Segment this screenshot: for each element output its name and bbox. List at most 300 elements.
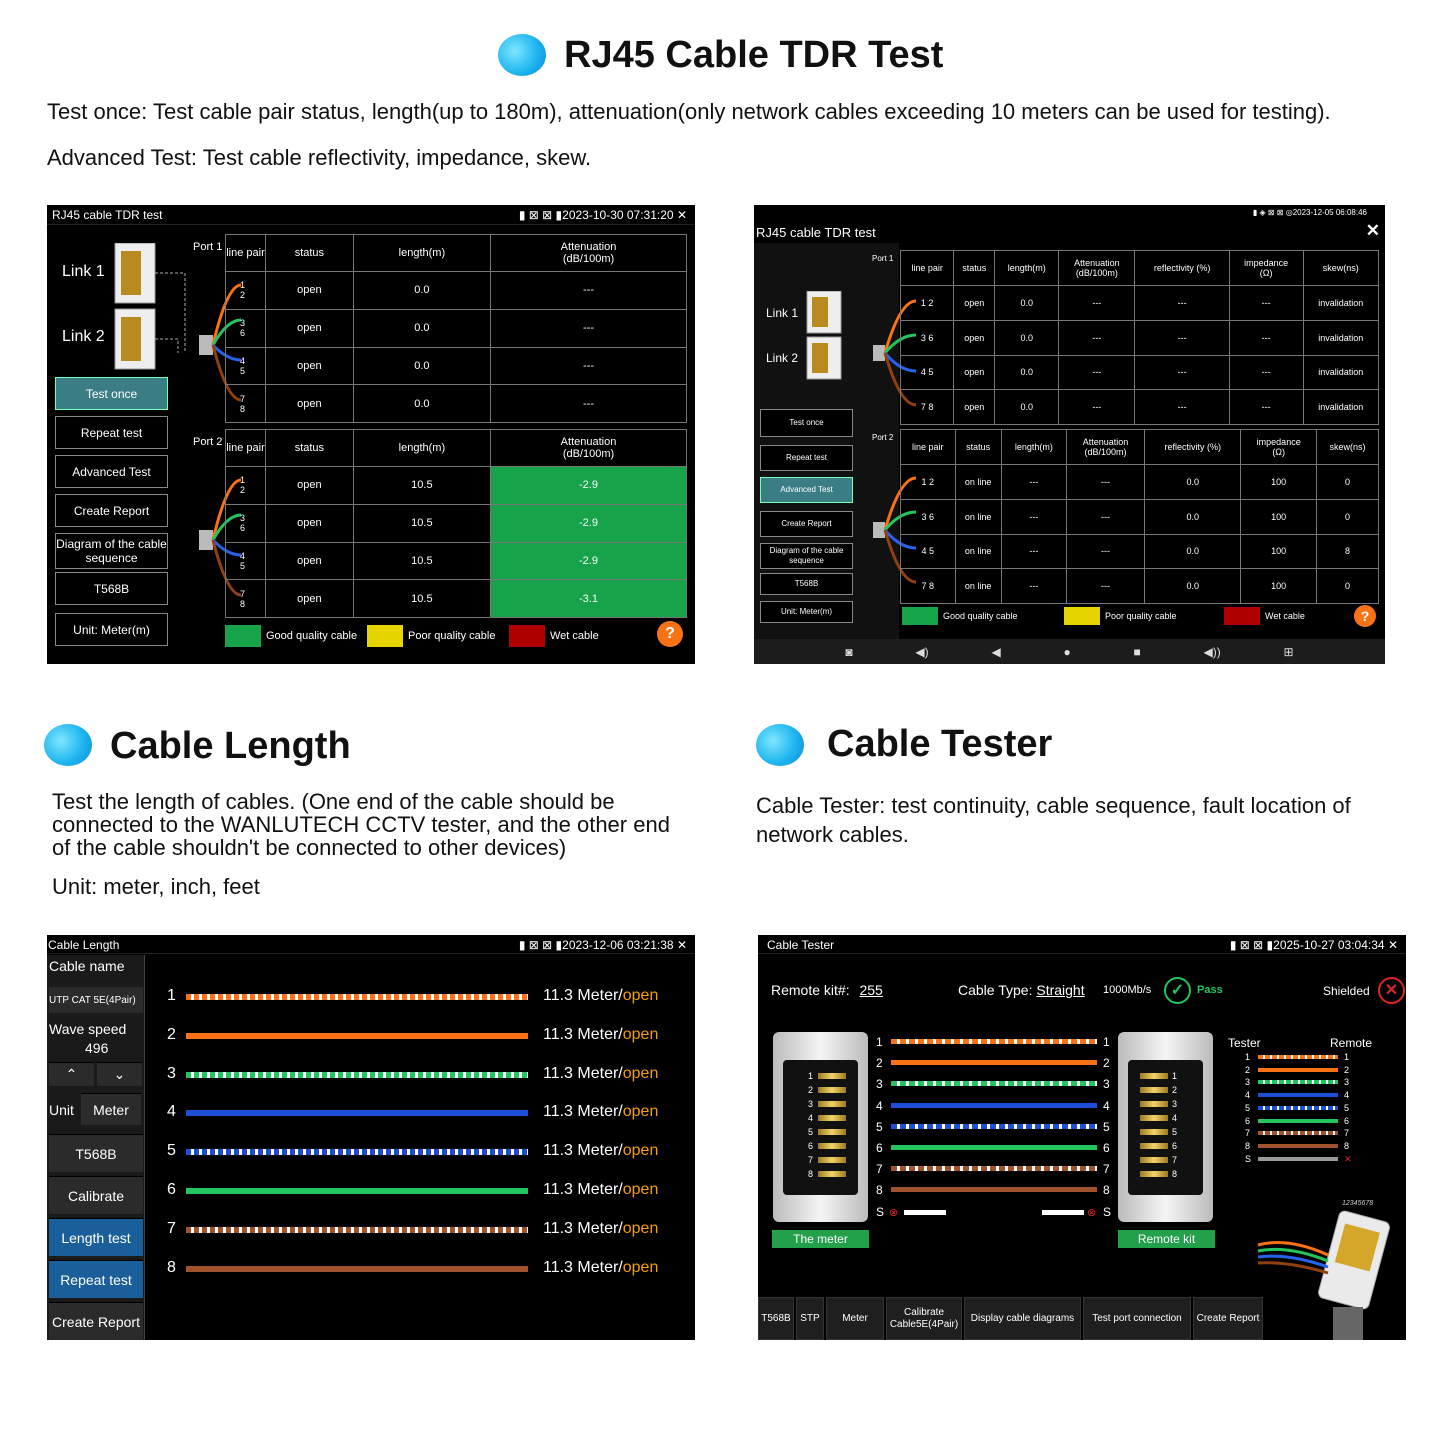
pass-check-icon: ✓ [1164,977,1191,1004]
cable-name-label: Cable name [49,958,125,974]
table-cell: 4 5 [901,534,956,569]
section-bullet-icon [756,724,804,766]
mini-tester-pin: 1 [1245,1052,1251,1062]
t568b-button[interactable]: T568B [49,1134,143,1172]
mini-wire [1258,1055,1338,1059]
left-pin-number: 1 [876,1035,883,1049]
table-cell: on line [955,534,1001,569]
mini-wire [1258,1119,1338,1123]
table-cell: invalidation [1303,390,1379,425]
status-right: ▮ ◈ ⊠ ⊠ ◎2023-12-05 06:08:46 [1252,208,1367,217]
meter-pin-number: 7 [808,1155,814,1165]
s1-button-diagram-of-the-cable-sequence[interactable]: Diagram of the cable sequence [55,533,168,569]
shield-fail-icon: ⊗ [889,1206,899,1219]
meter-pin [818,1143,846,1149]
length-status: open [622,1258,659,1276]
line-pair-cell: 4 5 [226,542,266,580]
wire-length-text [543,1259,658,1277]
status-cell: open [266,272,354,310]
volume-up-icon[interactable]: ◀)) [1203,644,1221,659]
wire-length-text [543,1103,658,1121]
s2-button-advanced-test[interactable]: Advanced Test [760,477,853,503]
s4-button-t568b[interactable]: T568B [758,1297,794,1340]
status-bar [47,935,695,954]
wire-line [186,994,528,1000]
back-icon[interactable]: ◀ [991,644,1001,659]
table-row [226,542,687,580]
tester-wire [891,1187,1097,1192]
status-right: ▮ ⊠ ⊠ ▮2023-10-30 07:31:20 ✕ [518,208,687,222]
rj45-plug-icon [1248,1207,1406,1340]
meter-pin-number: 4 [808,1113,814,1123]
table-cell: 3 6 [901,499,956,534]
meter-pin [818,1087,846,1093]
length-status: open [622,1219,659,1237]
table-cell: 3 6 [901,320,954,355]
rj45-port-icons [806,291,846,383]
table-cell: --- [1059,355,1135,390]
section-bullet-icon [44,724,92,766]
table-cell: 7 8 [901,569,956,604]
table-cell: 0 [1316,499,1378,534]
table-cell: --- [1059,320,1135,355]
right-pin-number: S [1103,1204,1112,1219]
link2-label: Link 2 [766,351,799,365]
wire-number: 1 [167,987,176,1004]
length-status: open [622,1181,659,1198]
remote-kit-button[interactable]: Remote kit [1118,1229,1215,1248]
left-pin-number: 5 [876,1119,883,1134]
table-cell: --- [1229,355,1303,390]
table-cell: 0.0 [1145,569,1241,604]
mini-remote-pin: ✕ [1344,1153,1352,1164]
table-cell: 0 [1316,569,1378,604]
mini-tester-pin: 4 [1245,1090,1251,1101]
right-pin-number: 8 [1103,1183,1110,1198]
wire-line [186,1149,528,1155]
recent-apps-icon[interactable]: ■ [1133,644,1141,659]
length-section-title: Cable Length [110,725,351,767]
table-row [901,569,1379,604]
left-pin-number: 2 [876,1056,883,1071]
wire-line [186,1266,528,1272]
close-icon[interactable]: ✕ [676,938,687,952]
volume-down-icon[interactable]: ◀) [915,644,929,659]
wire-length-text [543,1142,658,1160]
table-cell: 0 [1316,465,1378,500]
remote-pin-number: 2 [1172,1085,1178,1095]
section-bullet-icon [498,34,546,76]
length-value: 11.3 Meter/ [543,1142,623,1160]
remote-pin [1140,1143,1168,1149]
table-cell: 0.0 [995,355,1059,390]
meter-connector [773,1032,868,1222]
length-status: open [622,987,659,1004]
s2-button-create-report[interactable]: Create Report [760,511,853,537]
right-pin-number: 4 [1103,1098,1110,1113]
table-header: line pair [226,430,266,467]
camera-icon[interactable]: ◙ [845,644,853,659]
length-value: 11.3 Meter/ [543,1181,623,1198]
table-cell: invalidation [1303,320,1379,355]
help-icon[interactable]: ? [657,621,683,647]
wave-speed-down-button[interactable]: ⌄ [97,1062,142,1086]
remote-pin-number: 7 [1172,1155,1178,1165]
status-cell: open [266,467,354,505]
s2-button-repeat-test[interactable]: Repeat test [760,445,853,471]
table-header: status [266,430,354,467]
wire-number: 7 [167,1219,176,1237]
remote-pin [1140,1171,1168,1177]
mini-remote-pin: 8 [1344,1140,1350,1151]
status-cell: open [266,347,354,385]
tdr-desc-line1: Test once: Test cable pair status, length(up to 180m), attenuation(only network cables exceeding 10 meters can be used for testing). [47,99,1331,124]
table-cell: --- [1135,286,1229,321]
table-header: line pair [226,235,266,272]
port2-table [225,429,687,618]
s1-button-t568b[interactable]: T568B [55,572,168,605]
table-cell: open [954,286,995,321]
remote-pin [1140,1157,1168,1163]
remote-connector [1118,1032,1213,1222]
table-header: skew(ns) [1303,251,1379,286]
shielded-fail-icon: ✕ [1378,977,1405,1004]
length-value: 11.3 Meter/ [543,987,623,1004]
table-row [226,385,687,423]
table-header: impedance (Ω) [1241,430,1316,465]
meter-pin-number: 6 [808,1141,814,1151]
table-cell: --- [1067,499,1145,534]
port2-label: Port 2 [193,436,223,448]
mini-tester-pin: S [1245,1153,1252,1164]
s4-button-stp[interactable]: STP [796,1297,824,1340]
wire-number: 6 [167,1181,176,1198]
table-cell: 0.0 [1145,499,1241,534]
length-status: open [622,1025,659,1043]
tester-section-title: Cable Tester [827,723,1053,765]
table-cell: --- [1059,390,1135,425]
table-header: reflectivity (%) [1135,251,1229,286]
meter-pin [818,1171,846,1177]
table-cell: --- [1229,286,1303,321]
repeat-test-button[interactable]: Repeat test [49,1260,143,1298]
table-header: skew(ns) [1316,430,1378,465]
table-cell: --- [1229,320,1303,355]
wire-length-text [543,1220,658,1238]
line-pair-cell: 1 2 [226,467,266,505]
table-cell: on line [955,465,1001,500]
the-meter-button[interactable]: The meter [772,1229,869,1248]
remote-col-label: Remote [1330,1036,1373,1050]
table-cell: 100 [1241,534,1316,569]
pass-label: Pass [1197,984,1223,996]
length-cell: 0.0 [353,385,490,423]
help-icon[interactable]: ? [1354,605,1376,627]
status-cell: open [266,309,354,347]
unit-select[interactable]: Meter [81,1093,141,1125]
wire-length-text [543,987,658,1005]
s4-button-calibrate-cable5e-4pair-[interactable]: Calibrate Cable5E(4Pair) [886,1297,962,1340]
table-cell: 0.0 [995,320,1059,355]
remote-pin-number: 8 [1172,1169,1178,1179]
wire-length-text [543,1181,658,1199]
table-cell: on line [955,569,1001,604]
table-header: status [266,235,354,272]
s1-button-create-report[interactable]: Create Report [55,494,168,527]
meter-pin [818,1129,846,1135]
table-row [901,534,1379,569]
table-header: length(m) [353,430,490,467]
legend-poor: Poor quality cable [367,625,495,647]
link1-label: Link 1 [766,306,799,320]
table-header: impedance (Ω) [1229,251,1303,286]
length-cell: 10.5 [353,504,490,542]
left-pin-number: 7 [876,1162,883,1177]
meter-pin [818,1073,846,1079]
wave-speed-up-button[interactable]: ⌃ [49,1062,94,1086]
attenuation-cell: --- [491,385,687,423]
length-cell: 0.0 [353,272,490,310]
line-pair-cell: 7 8 [226,580,266,618]
table-cell: open [954,320,995,355]
table-header: line pair [901,251,954,286]
table-row [901,355,1379,390]
meter-pin-number: 8 [808,1169,814,1179]
port1-label: Port 1 [193,241,223,253]
table-row [901,465,1379,500]
table-header: length(m) [1001,430,1066,465]
meter-pin-number: 3 [808,1099,814,1109]
table-cell: 0.0 [1145,534,1241,569]
line-pair-cell: 4 5 [226,347,266,385]
create-report-button[interactable]: Create Report [49,1302,143,1340]
shield-fail-icon: ⊗ [1087,1206,1097,1219]
length-value: 11.3 Meter/ [543,1064,623,1082]
remote-pin [1140,1087,1168,1093]
mini-remote-pin: 7 [1344,1128,1350,1139]
table-header: Attenuation (dB/100m) [1059,251,1135,286]
tester-col-label: Tester [1228,1036,1261,1050]
mini-tester-pin: 7 [1245,1128,1251,1139]
table-cell: --- [1067,465,1145,500]
remote-pin-number: 6 [1172,1141,1178,1151]
s2-button-t568b[interactable]: T568B [760,573,853,595]
table-row [901,390,1379,425]
mini-tester-pin: 3 [1245,1077,1251,1088]
length-value: 11.3 Meter/ [543,1258,623,1276]
close-icon[interactable]: ✕ [676,208,687,222]
attenuation-cell: -2.9 [491,467,687,505]
remote-kit-value: 255 [859,982,883,998]
wire-line [186,1072,528,1078]
status-cell: open [266,504,354,542]
s1-button-test-once[interactable]: Test once [55,377,168,410]
line-pair-cell: 7 8 [226,385,266,423]
meter-pin-number: 1 [808,1071,814,1081]
table-cell: 1 2 [901,465,956,500]
android-nav-bar [754,639,1385,664]
s2-button-diagram-of-the-cable-sequence[interactable]: Diagram of the cable sequence [760,543,853,569]
table-cell: 100 [1241,465,1316,500]
legend-poor: Poor quality cable [1064,607,1177,625]
s2-button-unit-meter-m-[interactable]: Unit: Meter(m) [760,601,853,623]
table-cell: --- [1135,320,1229,355]
mini-wire [1258,1144,1338,1148]
table-header: Attenuation (dB/100m) [1067,430,1145,465]
wire-line [186,1227,528,1233]
attenuation-cell: --- [491,347,687,385]
table-row [226,309,687,347]
wire-number: 5 [167,1142,176,1160]
length-desc: Test the length of cables. (One end of the cable should be connected to the WANLUTECH CCTV tester, and the other end of the cable shouldn't be connected to other devices) [52,789,670,860]
cable-type-value: Straight [1036,982,1085,998]
attenuation-cell: --- [491,309,687,347]
window-title: Cable Tester [767,938,835,952]
legend-wet: Wet cable [509,625,599,647]
wave-speed-label: Wave speed [49,1021,127,1037]
mini-remote-pin: 4 [1344,1090,1350,1101]
s4-button-create-report[interactable]: Create Report [1193,1297,1263,1340]
mini-wire [1258,1093,1338,1097]
s4-button-test-port-connection[interactable]: Test port connection [1083,1297,1191,1340]
s1-button-unit-meter-m-[interactable]: Unit: Meter(m) [55,613,168,646]
length-value: 11.3 Meter/ [543,1025,623,1043]
right-pin-number: 7 [1103,1162,1110,1177]
wire-line [186,1033,528,1039]
length-status: open [622,1064,659,1082]
table-header: status [954,251,995,286]
line-pair-cell: 3 6 [226,309,266,347]
port2-table [900,429,1379,604]
grid-icon[interactable]: ⊞ [1283,644,1294,659]
wire-length-text [543,1026,658,1044]
port1-table [900,250,1379,425]
tdr-section-title: RJ45 Cable TDR Test [564,34,944,76]
table-row [901,286,1379,321]
shielded-label: Shielded [1323,984,1370,998]
remote-pin-number: 4 [1172,1113,1178,1123]
table-row [226,580,687,618]
table-row [226,504,687,542]
left-pin-number: 6 [876,1141,883,1155]
right-pin-number: 6 [1103,1141,1110,1155]
length-cell: 0.0 [353,347,490,385]
status-right: ▮ ⊠ ⊠ ▮2023-12-06 03:21:38 ✕ [518,938,687,952]
link2-label: Link 2 [62,328,105,345]
close-icon[interactable]: ✕ [1365,221,1380,240]
tdr-screen-1 [47,205,695,664]
table-row [226,347,687,385]
attenuation-cell: -2.9 [491,542,687,580]
meter-pin [818,1115,846,1121]
table-cell: 100 [1241,499,1316,534]
mini-tester-pin: 5 [1245,1102,1251,1113]
s4-button-display-cable-diagrams[interactable]: Display cable diagrams [964,1297,1081,1340]
wire-line [186,1110,528,1116]
wire-number: 2 [167,1025,176,1043]
table-cell: --- [1135,390,1229,425]
table-header: length(m) [353,235,490,272]
home-icon[interactable]: ● [1063,644,1071,659]
status-bar [47,205,695,225]
table-cell: 1 2 [901,286,954,321]
length-test-button[interactable]: Length test [49,1218,143,1256]
attenuation-cell: -2.9 [491,504,687,542]
port1-label: Port 1 [872,254,894,263]
window-title: RJ45 cable TDR test [756,225,876,240]
table-row [226,467,687,505]
length-cell: 10.5 [353,542,490,580]
remote-kit-label: Remote kit#: 255 [771,982,889,998]
status-right: ▮ ⊠ ⊠ ▮2025-10-27 03:04:34 ✕ [1229,938,1398,952]
table-cell: --- [1067,534,1145,569]
table-cell: 4 5 [901,355,954,390]
table-cell: 7 8 [901,390,954,425]
s2-button-test-once[interactable]: Test once [760,409,853,437]
tester-wire [891,1039,1097,1044]
table-cell: --- [1001,499,1066,534]
legend-wet: Wet cable [1224,607,1305,625]
close-icon[interactable]: ✕ [1387,938,1398,952]
tdr-screen-2 [754,205,1385,664]
mini-remote-pin: 2 [1344,1064,1350,1075]
table-row [901,499,1379,534]
s1-button-advanced-test[interactable]: Advanced Test [55,455,168,488]
mini-wire [1258,1068,1338,1072]
table-cell: 8 [1316,534,1378,569]
left-pin-number: 4 [876,1098,883,1113]
right-pin-number: 2 [1103,1056,1110,1071]
table-cell: --- [1229,390,1303,425]
mini-tester-pin: 2 [1245,1064,1251,1075]
window-title: Cable Length [48,938,120,952]
meter-pin [818,1157,846,1163]
cable-name-select[interactable]: UTP CAT 5E(4Pair) [49,987,143,1013]
attenuation-cell: --- [491,272,687,310]
mini-remote-pin: 3 [1344,1077,1350,1088]
calibrate-button[interactable]: Calibrate [49,1176,143,1214]
table-cell: 0.0 [1145,465,1241,500]
table-header: status [955,430,1001,465]
mini-wire [1258,1080,1338,1084]
legend-good: Good quality cable [902,607,1018,625]
status-cell: open [266,385,354,423]
length-status: open [622,1103,659,1121]
datetime: 2023-10-30 07:31:20 [562,208,674,222]
remote-pin-number: 3 [1172,1099,1178,1109]
table-header: length(m) [995,251,1059,286]
s1-button-repeat-test[interactable]: Repeat test [55,416,168,449]
attenuation-cell: -3.1 [491,580,687,618]
tester-wire [891,1166,1097,1171]
cable-tester-screen [758,935,1406,1340]
table-header: Attenuation (dB/100m) [491,235,687,272]
table-cell: on line [955,499,1001,534]
tdr-desc-line2: Advanced Test: Test cable reflectivity, impedance, skew. [47,145,592,170]
remote-pin [1140,1115,1168,1121]
s4-button-meter[interactable]: Meter [826,1297,884,1340]
remote-pin-number: 5 [1172,1127,1178,1137]
table-cell: --- [1067,569,1145,604]
meter-pin-number: 5 [808,1127,814,1137]
left-pin-number: S [876,1204,885,1219]
right-pin-number: 3 [1103,1077,1110,1092]
mini-remote-pin: 1 [1344,1052,1350,1062]
tester-wire [891,1145,1097,1150]
wire-length-text [543,1065,658,1083]
tester-wire [891,1124,1097,1129]
wire-number: 3 [167,1064,176,1082]
